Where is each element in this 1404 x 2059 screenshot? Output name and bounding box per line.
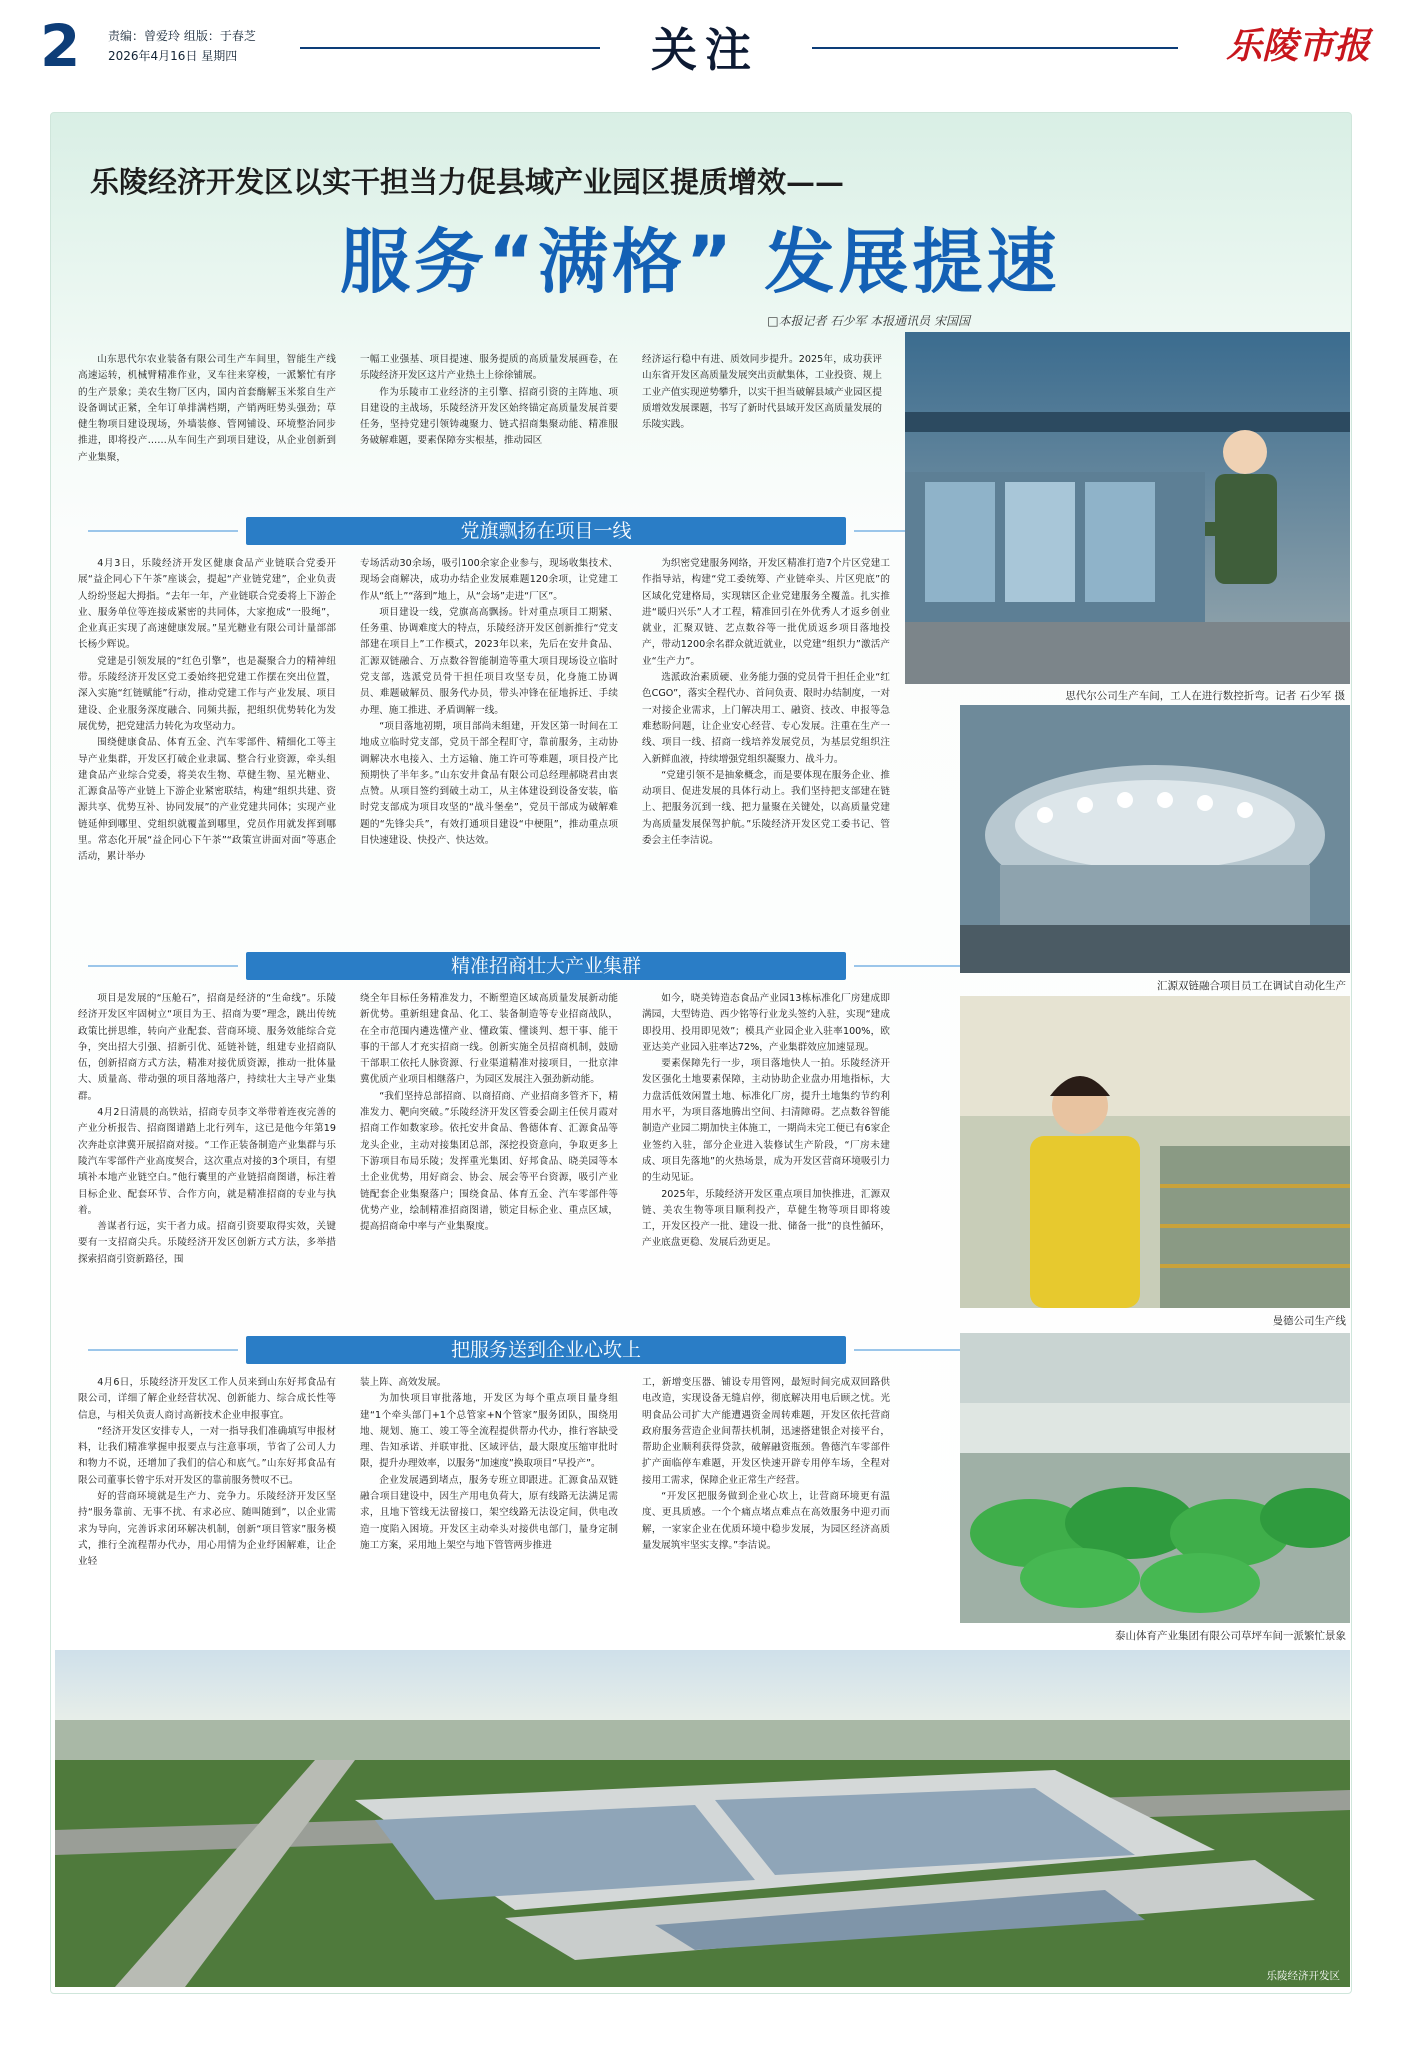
section2-col-3 bbox=[642, 991, 890, 1327]
section-paragraph: “我们坚持总部招商、以商招商、产业招商多管齐下，精准发力、靶向突破。”乐陵经济开发区管委会副主任侯月霞对招商工作如数家珍。依托安井食品、鲁德体育、汇源食品等龙头企业，主动对接集团总部，深挖投资意向，争取更多上下游项目布局乐陵；发挥重光集团、好邦食品、晓美园等本土企业优势，用好商会、协会、展会等平台资源，吸引产业链配套企业集聚落户；围绕食品、体育五金、汽车零部件等优势产业，绘制精准招商图谱，锁定目标企业、重点区域，提高招商命中率与产业集聚度。 bbox=[360, 1090, 618, 1233]
section-paragraph: 工，新增变压器、铺设专用管网，最短时间完成双回路供电改造，实现设备无缝启停，彻底解决用电后顾之忧。光明食品公司扩大产能遭遇资金周转难题，开发区依托营商政府服务营造企业间帮扶机制，迅速搭建银企对接平台，帮助企业顺利获得贷款，破解融资瓶颈。鲁德汽车零部件扩产面临停车难题，开发区快速开辟专用停车场，全程对接用工需求，保障企业正常生产经营。 bbox=[642, 1377, 890, 1486]
section-paragraph: 好的营商环境就是生产力、竞争力。乐陵经济开发区坚持“服务靠前、无事不扰、有求必应、随叫随到”，以企业需求为导向，完善诉求闭环解决机制，创新“项目管家”服务模式，推行全流程帮办代办，用心用情为企业纾困解难，让企业轻 bbox=[78, 1491, 336, 1568]
section-paragraph: 企业发展遇到堵点，服务专班立即跟进。汇源食品双链融合项目建设中，因生产用电负荷大，原有线路无法满足需求，且地下管线无法留接口，架空线路无法设定间，供电改造一度陷入困境。开发区主动牵头对接供电部门，量身定制施工方案，采用地上架空与地下管管两步推进 bbox=[360, 1474, 618, 1551]
aerial-park-photo bbox=[55, 1650, 1350, 1987]
section3-col-1 bbox=[78, 1375, 336, 1603]
section-heading: 党旗飘扬在项目一线 bbox=[246, 517, 846, 545]
photo-caption: 汇源双链融合项目员工在调试自动化生产 bbox=[1157, 980, 1346, 992]
worker-wiring-photo bbox=[960, 996, 1350, 1308]
greenhouse-illustration bbox=[960, 1333, 1350, 1623]
section-paragraph: “经济开发区安排专人，一对一指导我们准确填写申报材料，让我们精准掌握申报要点与注意事项，节省了公司人力和物力不说，还增加了我们的信心和底气。”山东好邦食品有限公司董事长曾宇乐对开发区的靠前服务赞叹不已。 bbox=[78, 1425, 336, 1486]
section-paragraph: 项目建设一线，党旗高高飘扬。针对重点项目工期紧、任务重、协调难度大的特点，乐陵经济开发区创新推行“党支部建在项目上”工作模式，2023年以来，先后在安井食品、汇源双链融合、万点数谷智能制造等重大项目现场设立临时党支部，选派党员骨干担任项目攻坚专员，化身施工协调员、难题破解员、服务代办员，带头冲锋在征地拆迁、手续办理、施工推进、矛盾调解一线。 bbox=[360, 606, 618, 716]
intro-paragraph: 作为乐陵市工业经济的主引擎、招商引资的主阵地、项目建设的主战场，乐陵经济开发区始终锚定高质量发展首要任务，坚持党建引领铸魂聚力、链式招商集聚动能、精准服务破解难题，要素保障夯实根基，推动园区 bbox=[360, 386, 618, 447]
article-byline: □本报记者 石少军 本报通讯员 宋国国 bbox=[767, 314, 970, 328]
bottling-line-photo bbox=[960, 705, 1350, 973]
section-heading: 把服务送到企业心坎上 bbox=[246, 1336, 846, 1364]
photo-caption: 思代尔公司生产车间，工人在进行数控折弯。记者 石少军 摄 bbox=[1065, 690, 1345, 702]
bottling-line-illustration bbox=[960, 705, 1350, 973]
section-paragraph: “党建引领不是抽象概念，而是要体现在服务企业、推动项目、促进发展的具体行动上。我们坚持把支部建在链上、把服务沉到一线、把力量聚在关键处，以高质量党建为高质量发展保驾护航。”乐陵经济开发区党工委书记、管委会主任李洁说。 bbox=[642, 769, 890, 847]
section-heading: 精准招商壮大产业集群 bbox=[246, 952, 846, 980]
article-headline: 服务“满格” 发展提速 bbox=[340, 221, 1061, 303]
section2-col-2 bbox=[360, 991, 618, 1327]
section-paragraph: “开发区把服务做到企业心坎上，让营商环境更有温度、更具质感。一个个痛点堵点难点在高效服务中迎刃而解，一家家企业在优质环境中稳步发展，为园区经济高质量发展筑牢坚实支撑。”李洁说。 bbox=[642, 1491, 890, 1551]
section1-col-3 bbox=[642, 556, 890, 954]
intro-paragraph: 一幅工业强基、项目提速、服务提质的高质量发展画卷，在乐陵经济开发区这片产业热土上徐徐铺展。 bbox=[360, 354, 618, 382]
photo-caption: 乐陵经济开发区 bbox=[1266, 1970, 1340, 1982]
page-number: 2 bbox=[40, 12, 81, 80]
masthead-logo: 乐陵市报 bbox=[1225, 25, 1370, 67]
section-paragraph: 要素保障先行一步，项目落地快人一拍。乐陵经济开发区强化土地要素保障，主动协助企业盘办用地指标，大力盘活低效闲置土地、标准化厂房，提升土地集约节约利用水平，为项目落地腾出空间、扫清障碍。艺点数谷智能制造产业园二期加快主体施工，一期尚未完工便已有6家企业签约入驻，部分企业进入装修试生产阶段，“厂房未建成、项目先落地”的火热场景，成为开发区营商环境吸引力的生动见证。 bbox=[642, 1058, 890, 1184]
factory-worker-illustration bbox=[905, 332, 1350, 684]
article-kicker: 乐陵经济开发区以实干担当力促县域产业园区提质增效—— bbox=[90, 165, 845, 199]
greenhouse-photo bbox=[960, 1333, 1350, 1623]
section-paragraph: 绕全年目标任务精准发力，不断塑造区域高质量发展新动能新优势。重新组建食品、化工、装备制造等专业招商战队，在全市范围内遴选懂产业、懂政策、懂谈判、想干事、能干事的干部人才充实招商一线。创新实施全员招商机制，鼓励干部职工依托人脉资源、行业渠道精准对接项目，一批京津冀优质产业项目相继落户，为园区发展注入强劲新动能。 bbox=[360, 993, 618, 1086]
section-paragraph: “项目落地初期，项目部尚未组建，开发区第一时间在工地成立临时党支部，党员干部全程盯守，靠前服务，主动协调解决水电接入、土方运输、施工许可等难题，项目投产比预期快了半年多。”山东安井食品有限公司总经理郝晓君由衷点赞。从项目签约到破土动工，从主体建设到设备安装，临时党支部成为项目攻坚的“战斗堡垒”，党员干部成为破解难题的“先锋尖兵”，有效打通项目建设“中梗阻”，推动重点项目快速建设、快投产、快达效。 bbox=[360, 720, 618, 847]
section2-col-1 bbox=[78, 991, 336, 1327]
section-paragraph: 善谋者行远，实干者力成。招商引资要取得实效，关键要有一支招商尖兵。乐陵经济开发区创新方式方法，多举措探索招商引资新路径，围 bbox=[78, 1221, 336, 1265]
section-paragraph: 4月6日，乐陵经济开发区工作人员来到山东好邦食品有限公司，详细了解企业经营状况、创新能力、综合成长性等信息，与相关负责人商讨高新技术企业申报事宜。 bbox=[78, 1377, 336, 1421]
intro-paragraph: 经济运行稳中有进、质效同步提升。2025年，成功获评山东省开发区高质量发展突出贡献集体，工业投资、规上工业产值实现逆势攀升，以实干担当破解县域产业园区提质增效发展课题，书写了新时代县域开发区高质量发展的乐陵实践。 bbox=[642, 354, 882, 431]
section-paragraph: 如今，晓美铸造态食品产业园13栋标准化厂房建成即满园，大型铸造、西少铭等行业龙头签约入驻，实现“建成即投用、投用即见效”；模具产业园企业入驻率100%，欧亚达美产业园入驻率达72%，产业集群效应加速显现。 bbox=[642, 993, 890, 1053]
photo-caption: 曼德公司生产线 bbox=[1272, 1315, 1346, 1327]
section-paragraph: 党建是引领发展的“红色引擎”，也是凝聚合力的精神纽带。乐陵经济开发区党工委始终把党建工作摆在突出位置，深入实施“红链赋能”行动，推动党建工作与产业发展、项目建设、企业服务深度融合、同频共振，把组织优势转化为发展优势，把党建活力转化为攻坚动力。 bbox=[78, 655, 336, 732]
header-rule-right bbox=[812, 47, 1178, 49]
header-rule-left bbox=[300, 47, 600, 49]
intro-col-1 bbox=[78, 352, 336, 498]
intro-col-3 bbox=[642, 352, 882, 498]
section1-col-1 bbox=[78, 556, 336, 954]
intro-col-2 bbox=[360, 352, 618, 498]
section3-col-2 bbox=[360, 1375, 618, 1603]
section-paragraph: 装上阵、高效发展。 bbox=[360, 1377, 447, 1388]
section-paragraph: 4月2日清晨的高铁站，招商专员李文举带着连夜完善的产业分析报告、招商图谱踏上北行列车，这已是他今年第19次奔赴京津冀开展招商对接。“工作正装备制造产业集群与乐陵汽车零部件产业高度契合，这次重点对接的3个项目，有望填补本地产业链空白。”他行囊里的产业链招商图谱，标注着目标企业、配套环节、合作方向，就是精准招商的专业与执着。 bbox=[78, 1107, 336, 1216]
page-meta bbox=[108, 26, 256, 66]
section-paragraph: 4月3日，乐陵经济开发区健康食品产业链联合党委开展“益企同心下午茶”座谈会，提起“产业链党建”，企业负责人纷纷竖起大拇指。“去年一年，产业链联合党委将上下游企业、服务单位等连接成紧密的共同体，大家抱成“一股绳”，企业真正实现了高速健康发展。”星光糖业有限公司计量部部长杨少辉说。 bbox=[78, 558, 336, 651]
section3-col-3 bbox=[642, 1375, 890, 1603]
section-paragraph: 项目是发展的“压舱石”，招商是经济的“生命线”。乐陵经济开发区牢固树立“项目为王、招商为要”理念，跳出传统政策比拼思维，转向产业配套、营商环境、服务效能综合竞争，突出招大引强、招新引优、延链补链，组建专业招商队伍，创新招商方式方法，精准对接优质资源，推动一批体量大、质量高、带动强的项目落地落户，持续壮大主导产业集群。 bbox=[78, 993, 336, 1102]
intro-paragraph: 山东思代尔农业装备有限公司生产车间里，智能生产线高速运转，机械臂精准作业，叉车往来穿梭，一派繁忙有序的生产景象；美农生物厂区内，国内首套酶解玉米浆自生产设备调试正紧，全年订单排满档期，产销两旺势头强劲；草健生物项目建设现场，外墙装修、管网铺设、环境整治同步推进，即将投产……从车间生产到项目建设，从企业创新到产业集聚， bbox=[78, 354, 336, 463]
factory-worker-photo bbox=[905, 332, 1350, 684]
worker-wiring-illustration bbox=[960, 996, 1350, 1308]
page-header bbox=[0, 0, 1404, 92]
editors-line: 责编：曾爱玲 组版：于春芝 bbox=[108, 29, 256, 43]
section-paragraph: 为织密党建服务网络，开发区精准打造7个片区党建工作指导站，构建“党工委统筹、产业链牵头、片区兜底”的区域化党建格局，实现辖区企业党建服务全覆盖。扎实推进“暖归兴乐”人才工程，精准回引在外优秀人才返乡创业就业，汇聚双链、艺点数谷等一批优质返乡项目落地投产，带动1200余名群众就近就业，以党建“组织力”激活产业“生产力”。 bbox=[642, 558, 890, 667]
section-paragraph: 2025年，乐陵经济开发区重点项目加快推进，汇源双链、美农生物等项目顺利投产，草健生物等项目即将竣工，开发区投产一批、建设一批、储备一批”的良性循环，产业底盘更稳、发展后劲更足。 bbox=[642, 1188, 890, 1249]
section-paragraph: 选派政治素质硬、业务能力强的党员骨干担任企业“红色CGO”，落实全程代办、首问负责、限时办结制度，一对一对接企业需求，上门解决用工、融资、技改、申报等急难愁盼问题，让企业安心经营、专心发展。注重在生产一线、项目一线、招商一线培养发展党员，为基层党组织注入新鲜血液，持续增强党组织凝聚力、战斗力。 bbox=[642, 672, 890, 765]
photo-caption: 泰山体育产业集团有限公司草坪车间一派繁忙景象 bbox=[1115, 1630, 1346, 1642]
section1-col-2 bbox=[360, 556, 618, 954]
section-paragraph: 专场活动30余场，吸引100余家企业参与，现场收集技术、现场会商解决，成功办结企业发展难题120余项，让党建工作从“纸上”“落到”地上，从“会场”走进“厂区”。 bbox=[360, 558, 618, 602]
aerial-park-illustration bbox=[55, 1650, 1350, 1987]
date-line: 2026年4月16日 星期四 bbox=[108, 49, 238, 63]
section-paragraph: 为加快项目审批落地，开发区为每个重点项目量身组建“1个牵头部门+1个总管家+N个管家”服务团队，围绕用地、规划、施工、竣工等全流程提供帮办代办，推行容缺受理、告知承诺、并联审批、区域评估，最大限度压缩审批时限，提升办理效率，以服务“加速度”换取项目“早投产”。 bbox=[360, 1393, 618, 1470]
section-paragraph: 围绕健康食品、体育五金、汽车零部件、精细化工等主导产业集群，开发区打破企业隶属、整合行业资源，牵头组建食品产业综合党委，将美农生物、草健生物、星光糖业、汇源食品等产业链上下游企业紧密联结，构建“组织共建、资源共享、优势互补、协同发展”的产业党建共同体；实现产业链延伸到哪里、党组织就覆盖到哪里，党员作用就发挥到哪里。常态化开展“益企同心下午茶”“政策宣讲面对面”等惠企活动，累计举办 bbox=[78, 737, 336, 863]
section-title: 关注 bbox=[651, 23, 759, 77]
